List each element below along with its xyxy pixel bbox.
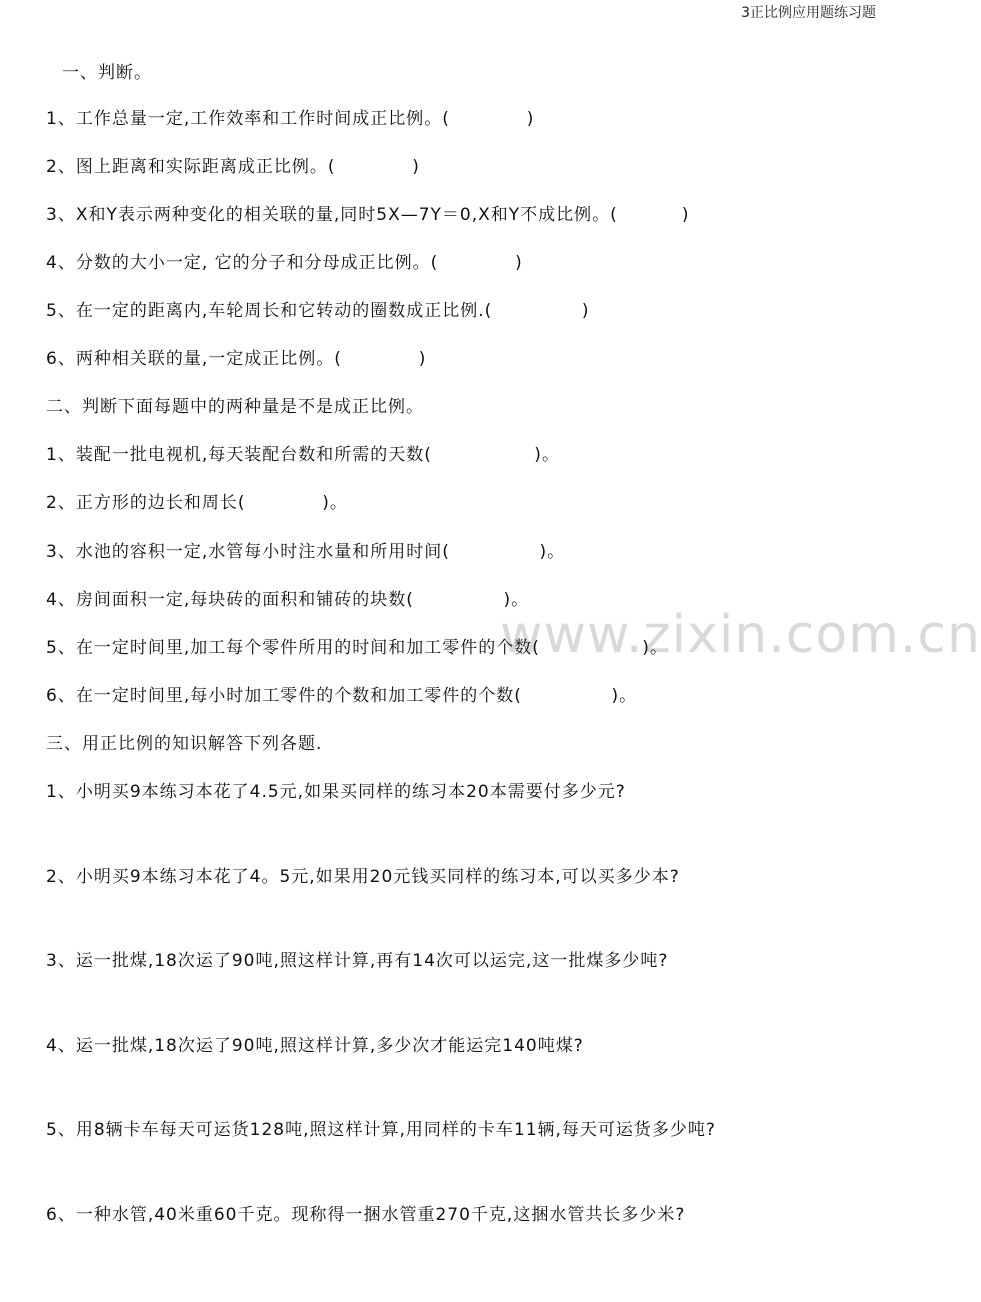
s3-problem-5: 5、用8辆卡车每天可运货128吨,照这样计算,用同样的卡车11辆,每天可运货多少吨? [46,1120,716,1140]
s2-question-3: 3、水池的容积一定,水管每小时注水量和所用时间( )。 [46,542,566,562]
s2-question-2: 2、正方形的边长和周长( )。 [46,493,348,513]
s3-problem-2: 2、小明买9本练习本花了4。5元,如果用20元钱买同样的练习本,可以买多少本? [46,867,680,887]
section-1-title: 一、判断。 [62,63,152,83]
section-2-title: 二、判断下面每题中的两种量是不是成正比例。 [46,397,424,417]
s3-problem-6: 6、一种水管,40米重60千克。现称得一捆水管重270千克,这捆水管共长多少米? [46,1205,686,1225]
watermark: www.zixin.com.cn [500,605,981,665]
s1-question-1: 1、工作总量一定,工作效率和工作时间成正比例。( ) [46,109,535,129]
page-header: 3正比例应用题练习题 [741,5,876,21]
s2-question-1: 1、装配一批电视机,每天装配台数和所需的天数( )。 [46,445,560,465]
s2-question-5: 5、在一定时间里,加工每个零件所用的时间和加工零件的个数( )。 [46,638,668,658]
s3-problem-3: 3、运一批煤,18次运了90吨,照这样计算,再有14次可以运完,这一批煤多少吨? [46,951,669,971]
s1-question-4: 4、分数的大小一定, 它的分子和分母成正比例。( ) [46,253,523,273]
s1-question-3: 3、X和Y表示两种变化的相关联的量,同时5X—7Y＝0,X和Y不成比例。( ) [46,205,690,225]
section-3-title: 三、用正比例的知识解答下列各题. [46,734,323,754]
s1-question-2: 2、图上距离和实际距离成正比例。( ) [46,157,420,177]
s1-question-6: 6、两种相关联的量,一定成正比例。( ) [46,349,427,369]
s3-problem-1: 1、小明买9本练习本花了4.5元,如果买同样的练习本20本需要付多少元? [46,782,626,802]
s3-problem-4: 4、运一批煤,18次运了90吨,照这样计算,多少次才能运完140吨煤? [46,1036,584,1056]
s1-question-5: 5、在一定的距离内,车轮周长和它转动的圈数成正比例.( ) [46,301,590,321]
s2-question-6: 6、在一定时间里,每小时加工零件的个数和加工零件的个数( )。 [46,686,638,706]
s2-question-4: 4、房间面积一定,每块砖的面积和铺砖的块数( )。 [46,590,530,610]
